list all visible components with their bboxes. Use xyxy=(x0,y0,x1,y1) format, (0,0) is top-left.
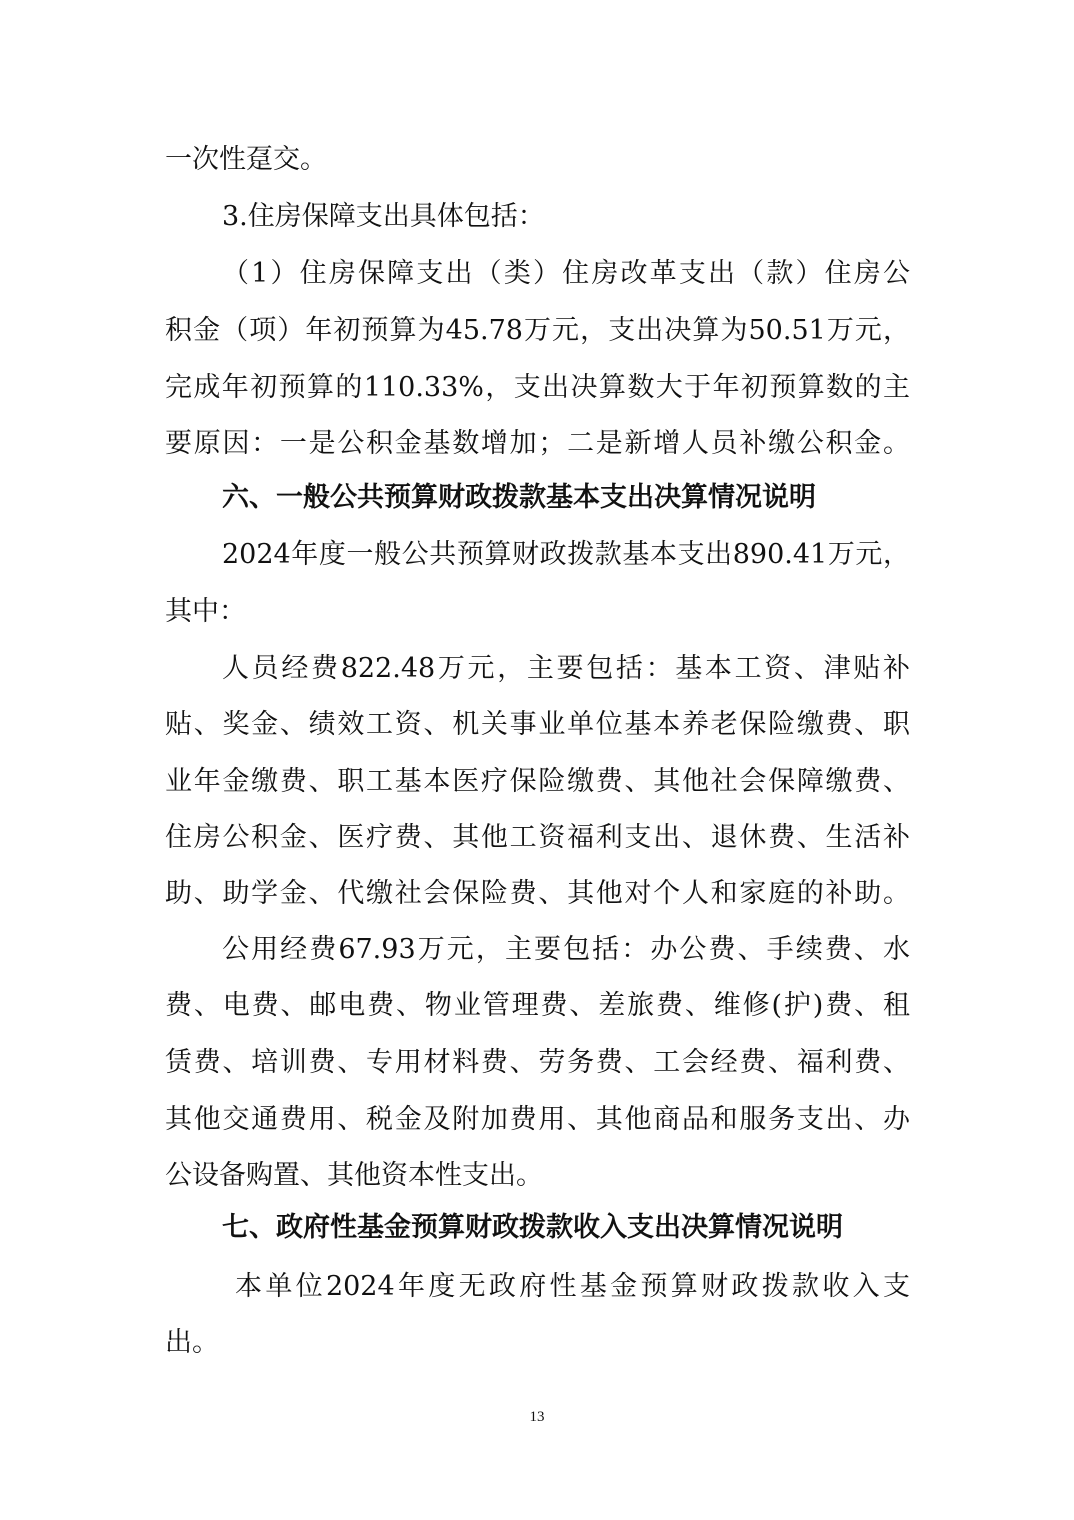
body-line: 积金（项）年初预算为45.78万元，支出决算为50.51万元， xyxy=(165,315,910,346)
body-line: （1）住房保障支出（类）住房改革支出（款）住房公 xyxy=(222,258,910,289)
body-line: 费、电费、邮电费、物业管理费、差旅费、维修(护)费、租 xyxy=(165,990,910,1021)
body-line: 出。 xyxy=(165,1327,219,1358)
section-heading: 七、政府性基金预算财政拨款收入支出决算情况说明 xyxy=(222,1212,843,1243)
body-line: 公设备购置、其他资本性支出。 xyxy=(165,1160,543,1191)
body-line: 完成年初预算的110.33%，支出决算数大于年初预算数的主 xyxy=(165,372,910,403)
body-line: 人员经费822.48万元，主要包括：基本工资、津贴补 xyxy=(222,653,910,684)
body-line: 要原因：一是公积金基数增加；二是新增人员补缴公积金。 xyxy=(165,428,910,459)
body-line: 2024年度一般公共预算财政拨款基本支出890.41万元， xyxy=(222,539,910,570)
body-line: 一次性趸交。 xyxy=(165,144,327,175)
body-line: 赁费、培训费、专用材料费、劳务费、工会经费、福利费、 xyxy=(165,1047,910,1078)
body-line: 助、助学金、代缴社会保险费、其他对个人和家庭的补助。 xyxy=(165,878,910,909)
body-line: 住房公积金、医疗费、其他工资福利支出、退休费、生活补 xyxy=(165,822,910,853)
body-line: 其中： xyxy=(165,596,246,627)
body-line: 本单位2024年度无政府性基金预算财政拨款收入支 xyxy=(235,1271,910,1302)
body-line: 3.住房保障支出具体包括： xyxy=(222,201,545,232)
page-number: 13 xyxy=(529,1409,545,1425)
section-heading: 六、一般公共预算财政拨款基本支出决算情况说明 xyxy=(222,482,816,513)
body-line: 公用经费67.93万元，主要包括：办公费、手续费、水 xyxy=(222,934,910,965)
body-line: 其他交通费用、税金及附加费用、其他商品和服务支出、办 xyxy=(165,1104,910,1135)
body-line: 贴、奖金、绩效工资、机关事业单位基本养老保险缴费、职 xyxy=(165,709,910,740)
body-line: 业年金缴费、职工基本医疗保险缴费、其他社会保障缴费、 xyxy=(165,766,910,797)
